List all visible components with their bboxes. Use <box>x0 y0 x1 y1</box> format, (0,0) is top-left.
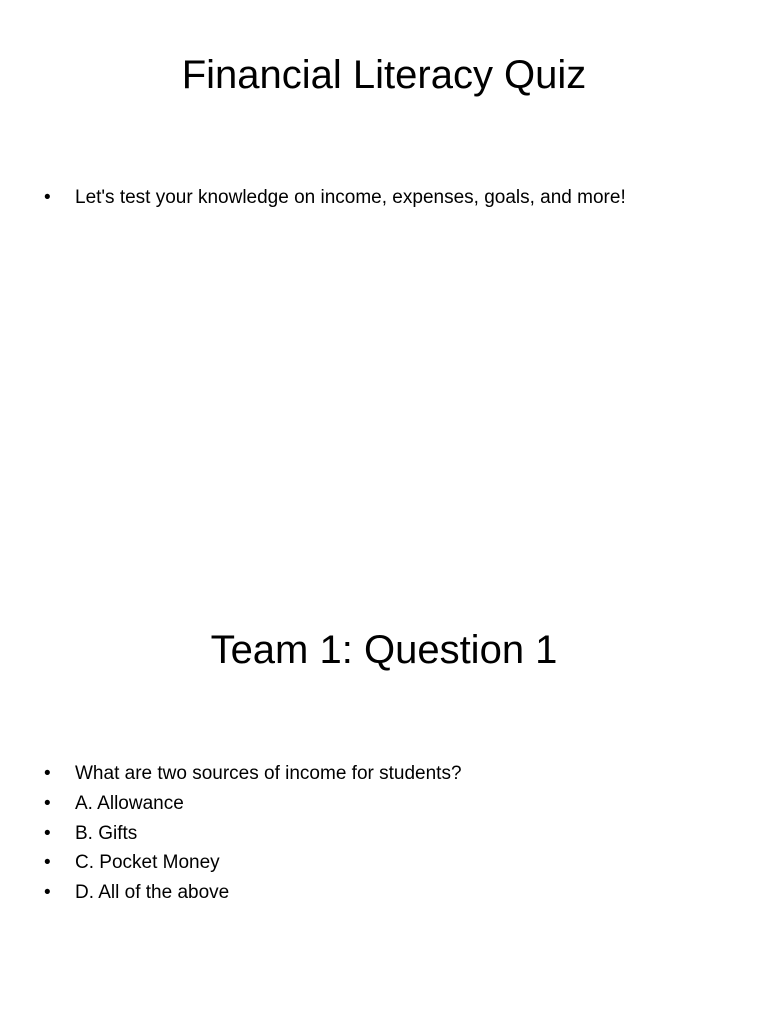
bullet-item <box>0 819 768 849</box>
bullet-dot-icon: • <box>44 852 51 874</box>
bullet-dot-icon: • <box>44 882 51 904</box>
bullet-item <box>0 183 768 213</box>
bullet-item <box>0 878 768 908</box>
bullet-list <box>0 759 768 908</box>
bullet-item <box>0 789 768 819</box>
answer-option-a: A. Allowance <box>75 792 184 814</box>
slide-2 <box>0 576 768 1024</box>
bullet-item <box>0 848 768 878</box>
answer-option-b: B. Gifts <box>75 822 138 844</box>
answer-option-c: C. Pocket Money <box>75 852 220 874</box>
slide-title: Team 1: Question 1 <box>210 628 558 672</box>
answer-option-d: D. All of the above <box>75 882 230 904</box>
bullet-list <box>0 183 768 213</box>
bullet-dot-icon: • <box>44 187 51 208</box>
bullet-item <box>0 759 768 789</box>
question-text: What are two sources of income for students? <box>75 763 462 784</box>
slide-title: Financial Literacy Quiz <box>181 53 587 97</box>
bullet-text: Let's test your knowledge on income, expenses, goals, and more! <box>75 187 626 208</box>
bullet-dot-icon: • <box>44 763 51 784</box>
bullet-dot-icon: • <box>44 792 51 814</box>
bullet-dot-icon: • <box>44 822 51 844</box>
